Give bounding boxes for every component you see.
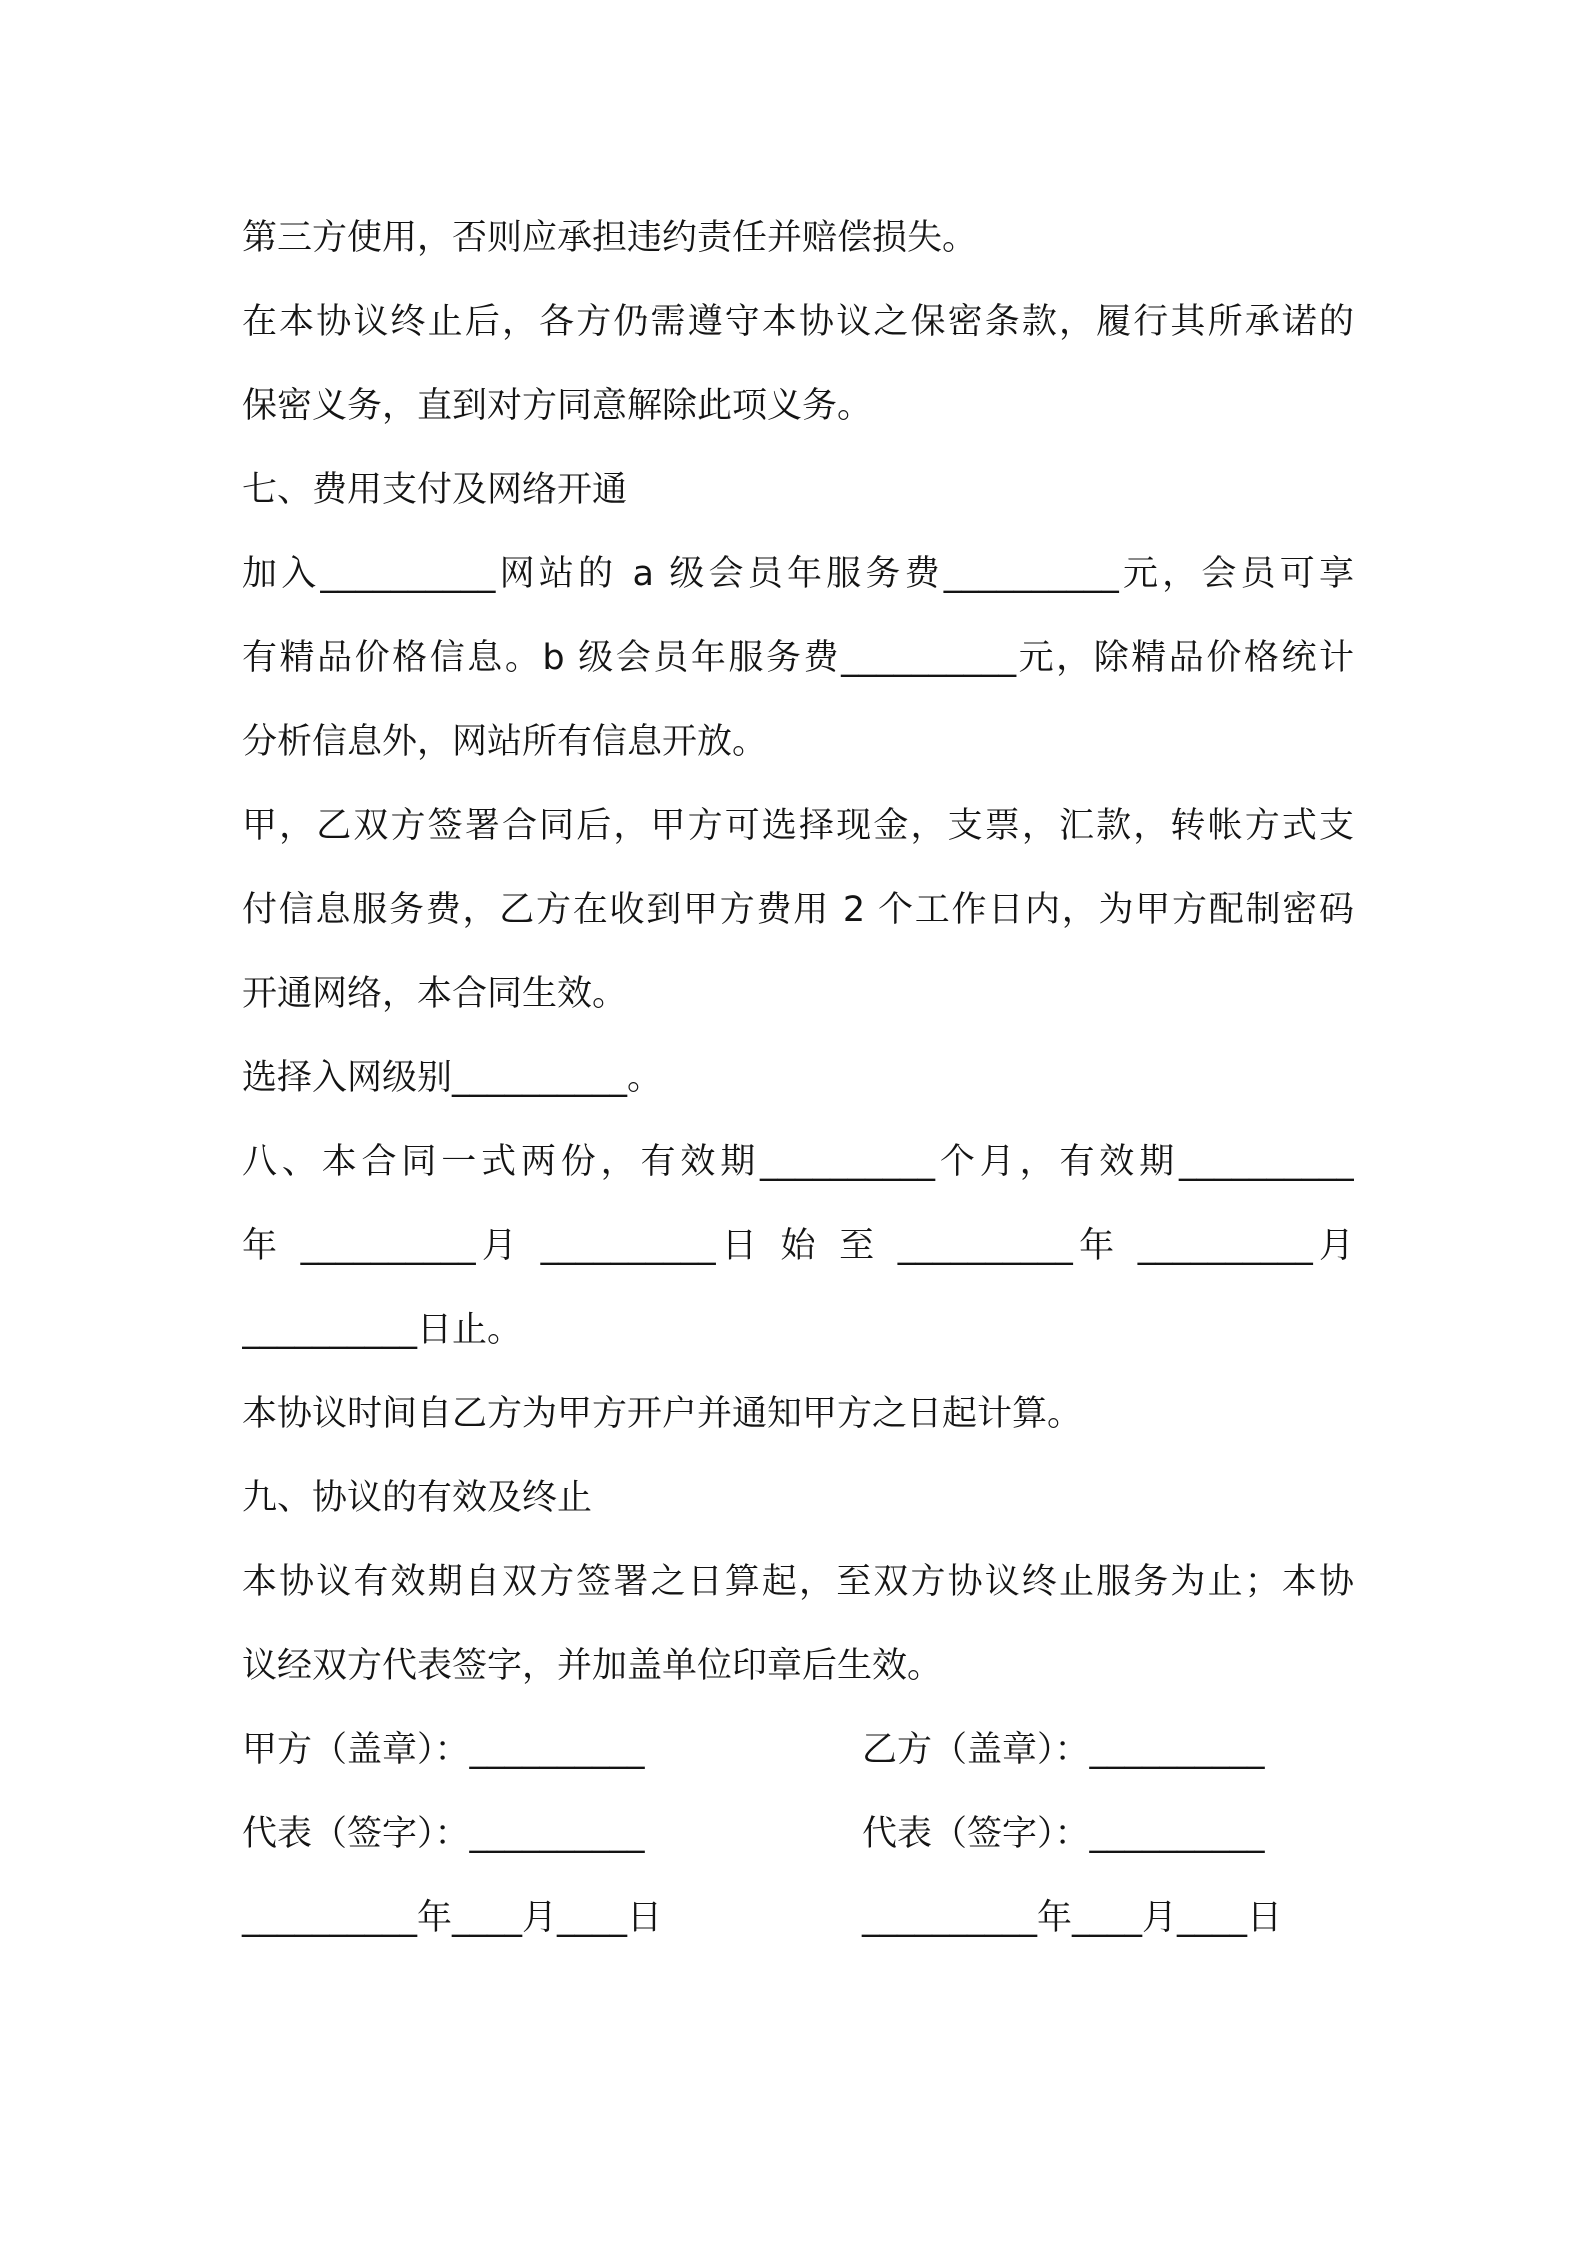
section-heading: 七、费用支付及网络开通: [242, 470, 628, 510]
paragraph-line: 议经双方代表签字，并加盖单位印章后生效。: [242, 1646, 943, 1686]
paragraph-line: __________日止。: [242, 1310, 523, 1350]
paragraph-line: 有精品价格信息。b 级会员年服务费__________元，除精品价格统计: [242, 638, 1354, 678]
paragraph-line: 选择入网级别__________。: [242, 1058, 663, 1098]
paragraph-line: 年 __________月 __________日 始 至 __________年 __________月: [242, 1226, 1354, 1266]
paragraph-line: 本协议时间自乙方为甲方开户并通知甲方之日起计算。: [242, 1394, 1083, 1434]
paragraph-line: 保密义务，直到对方同意解除此项义务。: [242, 386, 873, 426]
paragraph-line: 本协议有效期自双方签署之日算起，至双方协议终止服务为止；本协: [242, 1562, 1354, 1602]
party-a-date: __________年____月____日: [242, 1898, 663, 1938]
signature-row-rep: [242, 1792, 1354, 1876]
party-b-seal: 乙方（盖章）：__________: [862, 1730, 1265, 1770]
party-b-date: __________年____月____日: [862, 1898, 1283, 1938]
paragraph-line: 第三方使用，否则应承担违约责任并赔偿损失。: [242, 218, 978, 258]
document-body: [242, 196, 1354, 1960]
paragraph-line: 甲，乙双方签署合同后，甲方可选择现金，支票，汇款，转帐方式支: [242, 806, 1354, 846]
party-a-representative: 代表（签字）：__________: [242, 1814, 645, 1854]
paragraph-line: 开通网络，本合同生效。: [242, 974, 628, 1014]
party-a-seal: 甲方（盖章）：__________: [242, 1730, 645, 1770]
section-heading: 九、协议的有效及终止: [242, 1478, 593, 1518]
party-b-representative: 代表（签字）：__________: [862, 1814, 1265, 1854]
signature-row-seal: [242, 1708, 1354, 1792]
paragraph-line: 付信息服务费，乙方在收到甲方费用 2 个工作日内，为甲方配制密码: [242, 890, 1354, 930]
signature-row-date: [242, 1876, 1354, 1960]
paragraph-line: 在本协议终止后，各方仍需遵守本协议之保密条款，履行其所承诺的: [242, 302, 1354, 342]
section-heading: 八、本合同一式两份，有效期__________个月，有效期__________: [242, 1142, 1354, 1182]
paragraph-line: 加入__________网站的 a 级会员年服务费__________元，会员可享: [242, 554, 1354, 594]
paragraph-line: 分析信息外，网站所有信息开放。: [242, 722, 768, 762]
